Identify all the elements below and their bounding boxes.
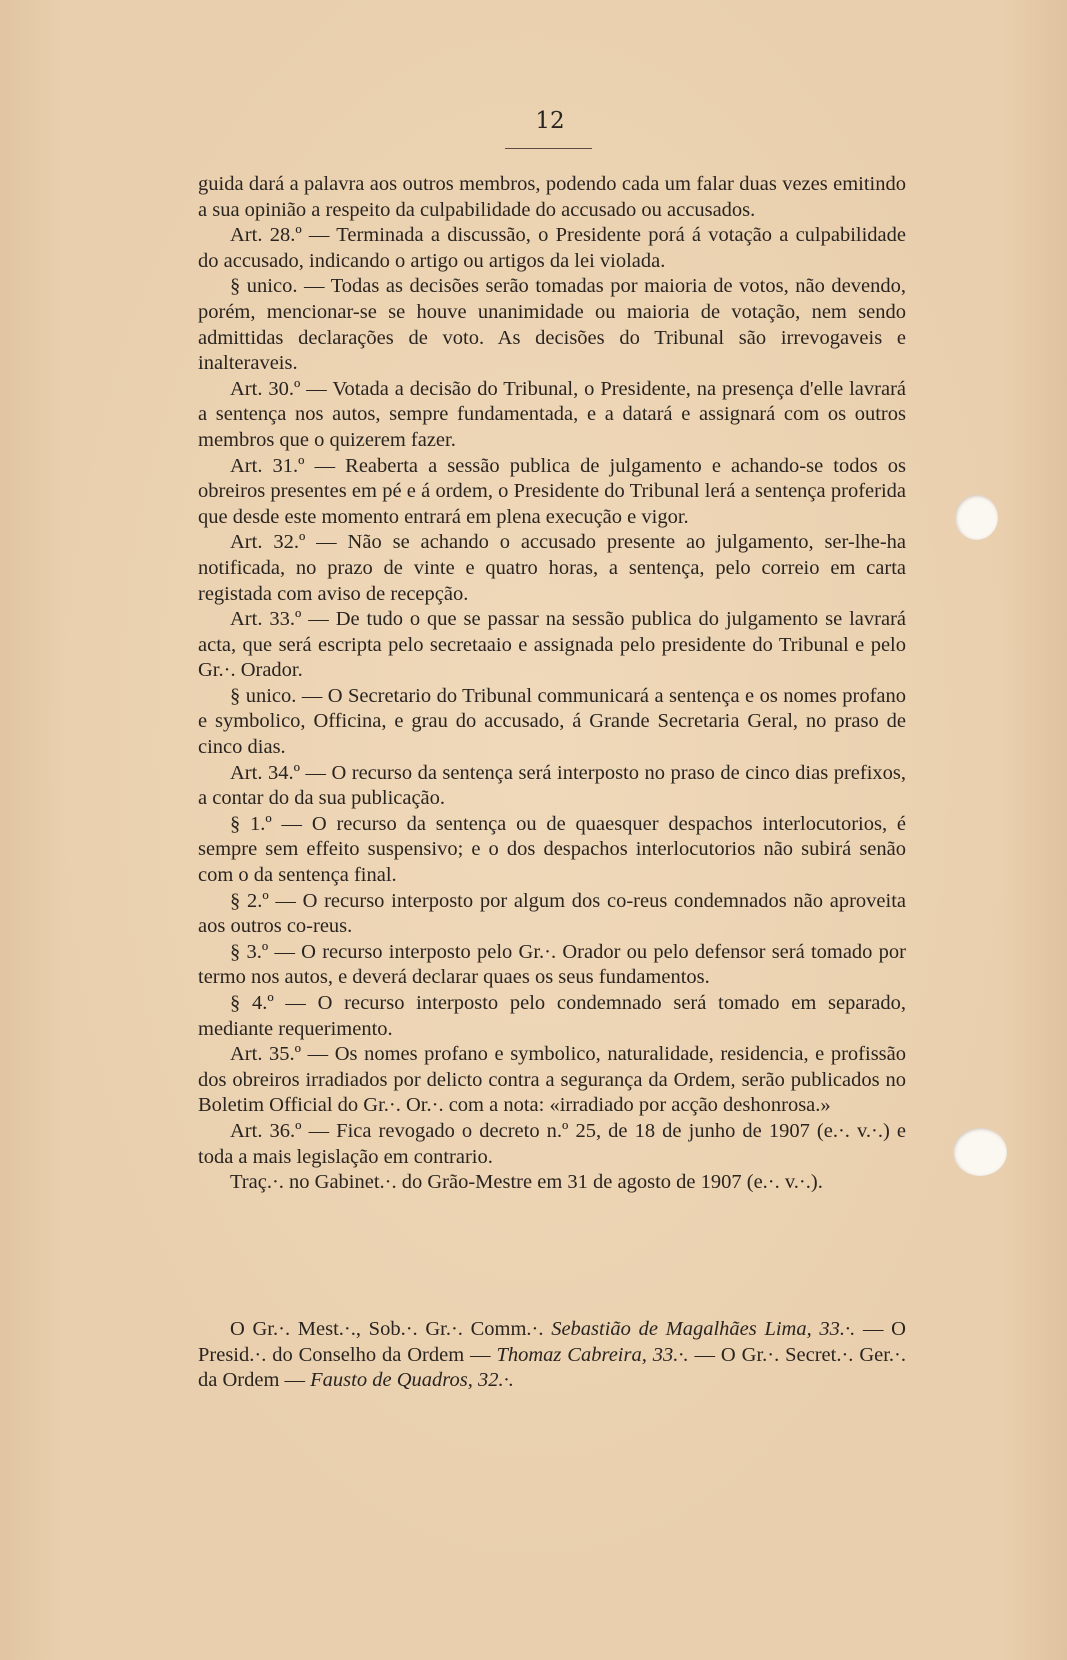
article-34-paragraph-1: § 1.º — O recurso da sentença ou de quaesquer despachos interlocutorios, é sempre sem effeito suspensivo; e o dos despachos interlocutorios não subirá senão com o da sentença final. [198,812,906,887]
article-32: Art. 32.º — Não se achando o accusado presente ao julgamento, ser-lhe-ha notificada, no prazo de vinte e quatro horas, a sentença, pelo correio em carta registada com aviso de recepção. [198,531,906,605]
article-33-unico: § unico. — O Secretario do Tribunal communicará a sentença e os nomes profano e symbolico, Officina, e grau do accusado, á Grande Secretaria Geral, no praso de cinco dias. [198,684,906,759]
article-33: Art. 33.º — De tudo o que se passar na sessão publica do julgamento se lavrará acta, que será escripta pelo secretaaio e assignada pelo presidente do Tribunal e pelo Gr.·. Orador. [198,608,906,682]
page-number-rule [505,148,592,149]
article-34: Art. 34.º — O recurso da sentença será interposto no praso de cinco dias prefixos, a contar do da sua publicação. [198,761,906,810]
article-31: Art. 31.º — Reaberta a sessão publica de julgamento e achando-se todos os obreiros presentes em pé e á ordem, o Presidente do Tribunal lerá a sentença proferida que desde este momento entrará em plena execução e vigor. [198,454,906,528]
punch-hole-bottom [953,1128,1007,1176]
signature-name-3: Fausto de Quadros, 32.·. [310,1369,514,1392]
article-28: Art. 28.º — Terminada a discussão, o Presidente porá á votação a culpabilidade do accusado, indicando o artigo ou artigos da lei violada. [198,224,906,272]
article-36: Art. 36.º — Fica revogado o decreto n.º 25, de 18 de junho de 1907 (e.·. v.·.) e toda a mais legislação em contrario. [198,1119,906,1168]
page-number: 12 [535,108,565,134]
signature-name-2: Thomaz Cabreira, 33.·. [496,1343,689,1366]
signature-name-1: Sebastião de Magalhães Lima, 33.·. [551,1318,856,1340]
article-35: Art. 35.º — Os nomes profano e symbolico, naturalidade, residencia, e profissão dos obreiros irradiados por delicto contra a segurança da Ordem, serão publicados no Boletim Official do Gr.·. Or.·. com a nota: «irradiado por acção deshonrosa.» [198,1043,906,1117]
article-34-paragraph-3: § 3.º — O recurso interposto pelo Gr.·. Orador ou pelo defensor será tomado por termo nos autos, e deverá declarar quaes os seus fundamentos. [198,940,906,989]
signature-block [198,1317,906,1394]
article-34-paragraph-4: § 4.º — O recurso interposto pelo condemnado será tomado em separado, mediante requerimento. [198,992,906,1040]
paragraph-continuation: guida dará a palavra aos outros membros, podendo cada um falar duas vezes emitindo a sua opinião a respeito da culpabilidade do accusado ou accusados. [198,173,906,221]
article-29-unico: § unico. — Todas as decisões serão tomadas por maioria de votos, não devendo, porém, mencionar-se se houve unanimidade ou maioria de votação, nem sendo admittidas declarações de voto. As decisões do Tribunal são irrevogaveis e inalteraveis. [198,275,906,375]
document-body [198,172,906,1196]
article-30: Art. 30.º — Votada a decisão do Tribunal, o Presidente, na presença d'elle lavrará a sentença nos autos, sempre fundamentada, e a datará e assignará com os outros membros que o quizerem fazer. [198,377,906,451]
signature-title-1: O Gr.·. Mest.·., Sob.·. Gr.·. Comm.·. [230,1318,552,1340]
article-34-paragraph-2: § 2.º — O recurso interposto por algum dos co-reus condemnados não aproveita aos outros co-reus. [198,889,906,938]
signature-title-3: — O Gr.·. Secret.·. Ger.·. da Ordem — [198,1343,906,1392]
dateline: Traç.·. no Gabinet.·. do Grão-Mestre em 31 de agosto de 1907 (e.·. v.·.). [230,1171,823,1194]
signature-title-2: — O Presid.·. do Conselho da Ordem — [198,1318,906,1366]
punch-hole-top [955,495,998,540]
